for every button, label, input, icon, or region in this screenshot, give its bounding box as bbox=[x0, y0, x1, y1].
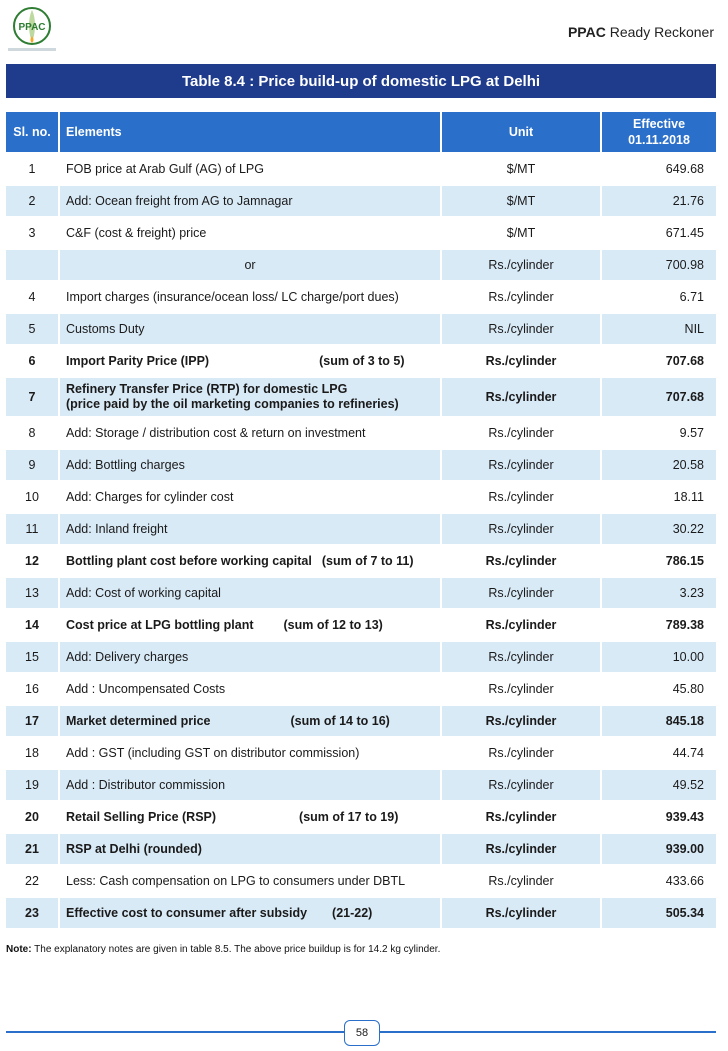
element-line-1: Refinery Transfer Price (RTP) for domestic LPG bbox=[66, 382, 348, 396]
cell-unit: Rs./cylinder bbox=[442, 578, 602, 608]
cell-effective-value: 30.22 bbox=[602, 514, 716, 544]
element-text: Add : Distributor commission bbox=[66, 778, 226, 792]
header-subtitle: Ready Reckoner bbox=[609, 24, 714, 40]
cell-unit: Rs./cylinder bbox=[442, 834, 602, 864]
cell-element bbox=[60, 186, 442, 216]
cell-sl-no: 23 bbox=[6, 898, 60, 928]
cell-sl-no: 17 bbox=[6, 706, 60, 736]
element-text: Add : GST (including GST on distributor commission) bbox=[66, 746, 360, 760]
cell-effective-value: 433.66 bbox=[602, 866, 716, 896]
cell-unit: Rs./cylinder bbox=[442, 514, 602, 544]
cell-sl-no: 7 bbox=[6, 378, 60, 416]
cell-sl-no: 8 bbox=[6, 418, 60, 448]
price-buildup-table bbox=[6, 110, 716, 930]
table-row bbox=[6, 186, 716, 216]
element-text: Retail Selling Price (RSP) bbox=[66, 810, 217, 824]
cell-unit: Rs./cylinder bbox=[442, 450, 602, 480]
table-row bbox=[6, 482, 716, 512]
cell-effective-value: 707.68 bbox=[602, 378, 716, 416]
element-text: Cost price at LPG bottling plant bbox=[66, 618, 254, 632]
cell-sl-no: 5 bbox=[6, 314, 60, 344]
table-row bbox=[6, 834, 716, 864]
cell-sl-no: 4 bbox=[6, 282, 60, 312]
cell-sl-no: 13 bbox=[6, 578, 60, 608]
cell-unit: Rs./cylinder bbox=[442, 610, 602, 640]
cell-unit: Rs./cylinder bbox=[442, 674, 602, 704]
table-title: Table 8.4 : Price build-up of domestic LPG at Delhi bbox=[6, 64, 716, 98]
cell-element bbox=[60, 546, 442, 576]
cell-sl-no: 19 bbox=[6, 770, 60, 800]
cell-unit: Rs./cylinder bbox=[442, 802, 602, 832]
cell-element bbox=[60, 154, 442, 184]
cell-unit: $/MT bbox=[442, 218, 602, 248]
element-text: Import Parity Price (IPP) bbox=[66, 354, 210, 368]
col-header-sl: Sl. no. bbox=[6, 112, 60, 152]
col-header-effective-line1: Effective bbox=[632, 117, 686, 131]
footnote-label: Note: bbox=[6, 944, 32, 955]
cell-element bbox=[60, 378, 442, 416]
cell-effective-value: 45.80 bbox=[602, 674, 716, 704]
cell-sl-no: 12 bbox=[6, 546, 60, 576]
price-buildup-table-container bbox=[6, 110, 716, 930]
table-row bbox=[6, 378, 716, 416]
cell-unit: Rs./cylinder bbox=[442, 282, 602, 312]
table-header-row bbox=[6, 112, 716, 152]
table-row bbox=[6, 802, 716, 832]
table-row bbox=[6, 770, 716, 800]
element-text: Add: Charges for cylinder cost bbox=[66, 490, 234, 504]
element-sum-note: (21-22) bbox=[332, 906, 373, 920]
cell-effective-value: 9.57 bbox=[602, 418, 716, 448]
cell-unit: Rs./cylinder bbox=[442, 546, 602, 576]
footnote-text: The explanatory notes are given in table 8.5. The above price buildup is for 14.2 kg cylinder. bbox=[34, 944, 441, 955]
cell-element bbox=[60, 610, 442, 640]
element-sum-note: (sum of 17 to 19) bbox=[299, 810, 399, 824]
table-row bbox=[6, 154, 716, 184]
element-sum-note: (sum of 7 to 11) bbox=[321, 554, 414, 568]
cell-sl-no: 15 bbox=[6, 642, 60, 672]
cell-unit: Rs./cylinder bbox=[442, 706, 602, 736]
cell-effective-value: 10.00 bbox=[602, 642, 716, 672]
element-text: Customs Duty bbox=[66, 322, 145, 336]
col-header-effective bbox=[602, 112, 716, 152]
cell-sl-no: 10 bbox=[6, 482, 60, 512]
cell-sl-no: 2 bbox=[6, 186, 60, 216]
cell-unit: Rs./cylinder bbox=[442, 898, 602, 928]
cell-element bbox=[60, 282, 442, 312]
cell-sl-no: 6 bbox=[6, 346, 60, 376]
element-text: Add: Bottling charges bbox=[66, 458, 185, 472]
col-header-effective-line2: 01.11.2018 bbox=[628, 133, 690, 147]
cell-element bbox=[60, 802, 442, 832]
table-row bbox=[6, 610, 716, 640]
cell-element bbox=[60, 834, 442, 864]
table-row bbox=[6, 898, 716, 928]
cell-effective-value: 649.68 bbox=[602, 154, 716, 184]
cell-element bbox=[60, 314, 442, 344]
element-text: RSP at Delhi (rounded) bbox=[66, 842, 202, 856]
cell-element bbox=[60, 866, 442, 896]
cell-effective-value: 3.23 bbox=[602, 578, 716, 608]
cell-unit: Rs./cylinder bbox=[442, 418, 602, 448]
table-row bbox=[6, 346, 716, 376]
table-row bbox=[6, 250, 716, 280]
cell-element bbox=[60, 418, 442, 448]
element-text: Add: Delivery charges bbox=[66, 650, 189, 664]
table-row bbox=[6, 314, 716, 344]
element-text: Add: Ocean freight from AG to Jamnagar bbox=[66, 194, 293, 208]
element-sum-note: (sum of 12 to 13) bbox=[283, 618, 383, 632]
cell-effective-value: 786.15 bbox=[602, 546, 716, 576]
element-text: Add: Cost of working capital bbox=[66, 586, 221, 600]
cell-effective-value: 939.00 bbox=[602, 834, 716, 864]
element-text: Bottling plant cost before working capital bbox=[66, 554, 312, 568]
cell-effective-value: 44.74 bbox=[602, 738, 716, 768]
table-row bbox=[6, 282, 716, 312]
cell-unit: Rs./cylinder bbox=[442, 314, 602, 344]
table-row bbox=[6, 218, 716, 248]
cell-effective-value: 49.52 bbox=[602, 770, 716, 800]
cell-element bbox=[60, 898, 442, 928]
cell-element bbox=[60, 738, 442, 768]
cell-effective-value: 20.58 bbox=[602, 450, 716, 480]
cell-sl-no: 3 bbox=[6, 218, 60, 248]
cell-element bbox=[60, 578, 442, 608]
cell-sl-no: 18 bbox=[6, 738, 60, 768]
table-row bbox=[6, 578, 716, 608]
table-row bbox=[6, 514, 716, 544]
cell-element bbox=[60, 218, 442, 248]
element-sum-note: (sum of 14 to 16) bbox=[290, 714, 390, 728]
cell-unit: Rs./cylinder bbox=[442, 866, 602, 896]
cell-sl-no: 20 bbox=[6, 802, 60, 832]
element-text: Market determined price bbox=[66, 714, 211, 728]
table-row bbox=[6, 418, 716, 448]
cell-unit: $/MT bbox=[442, 154, 602, 184]
cell-unit: Rs./cylinder bbox=[442, 482, 602, 512]
header-brand: PPAC bbox=[567, 24, 606, 40]
element-line-2: (price paid by the oil marketing companies to refineries) bbox=[66, 397, 399, 411]
page-number: 58 bbox=[344, 1020, 380, 1046]
cell-effective-value: 789.38 bbox=[602, 610, 716, 640]
element-text: Add: Storage / distribution cost & return on investment bbox=[66, 426, 366, 440]
cell-unit: Rs./cylinder bbox=[442, 642, 602, 672]
cell-sl-no: 14 bbox=[6, 610, 60, 640]
table-row bbox=[6, 546, 716, 576]
cell-effective-value: 671.45 bbox=[602, 218, 716, 248]
cell-unit: Rs./cylinder bbox=[442, 770, 602, 800]
element-text: C&F (cost & freight) price bbox=[66, 226, 207, 240]
table-body bbox=[6, 154, 716, 928]
element-text: Effective cost to consumer after subsidy bbox=[66, 906, 308, 920]
cell-element bbox=[60, 642, 442, 672]
table-row bbox=[6, 738, 716, 768]
element-text: Import charges (insurance/ocean loss/ LC charge/port dues) bbox=[66, 290, 399, 304]
cell-effective-value: 505.34 bbox=[602, 898, 716, 928]
cell-sl-no: 21 bbox=[6, 834, 60, 864]
footnote bbox=[6, 944, 440, 955]
cell-sl-no: 11 bbox=[6, 514, 60, 544]
cell-element bbox=[60, 482, 442, 512]
cell-unit: Rs./cylinder bbox=[442, 346, 602, 376]
cell-sl-no: 1 bbox=[6, 154, 60, 184]
cell-unit: Rs./cylinder bbox=[442, 738, 602, 768]
cell-effective-value: NIL bbox=[602, 314, 716, 344]
element-text: Add : Uncompensated Costs bbox=[66, 682, 226, 696]
cell-element bbox=[60, 514, 442, 544]
col-header-elements: Elements bbox=[60, 112, 442, 152]
cell-element bbox=[60, 706, 442, 736]
document-header bbox=[568, 24, 714, 40]
table-row bbox=[6, 866, 716, 896]
cell-element bbox=[60, 770, 442, 800]
element-sum-note: (sum of 3 to 5) bbox=[319, 354, 405, 368]
cell-unit: $/MT bbox=[442, 186, 602, 216]
cell-effective-value: 6.71 bbox=[602, 282, 716, 312]
cell-effective-value: 700.98 bbox=[602, 250, 716, 280]
cell-element bbox=[60, 674, 442, 704]
cell-effective-value: 18.11 bbox=[602, 482, 716, 512]
table-row bbox=[6, 450, 716, 480]
element-text: FOB price at Arab Gulf (AG) of LPG bbox=[66, 162, 264, 176]
cell-element bbox=[60, 346, 442, 376]
col-header-unit: Unit bbox=[442, 112, 602, 152]
cell-effective-value: 707.68 bbox=[602, 346, 716, 376]
element-text: Add: Inland freight bbox=[66, 522, 168, 536]
cell-unit: Rs./cylinder bbox=[442, 378, 602, 416]
element-text: or bbox=[244, 258, 256, 272]
table-row bbox=[6, 642, 716, 672]
element-text: Less: Cash compensation on LPG to consumers under DBTL bbox=[66, 874, 406, 888]
cell-sl-no: 16 bbox=[6, 674, 60, 704]
cell-effective-value: 939.43 bbox=[602, 802, 716, 832]
cell-effective-value: 21.76 bbox=[602, 186, 716, 216]
table-row bbox=[6, 674, 716, 704]
cell-unit: Rs./cylinder bbox=[442, 250, 602, 280]
cell-sl-no bbox=[6, 250, 60, 280]
cell-element bbox=[60, 250, 442, 280]
ppac-logo bbox=[6, 6, 58, 54]
cell-element bbox=[60, 450, 442, 480]
cell-sl-no: 9 bbox=[6, 450, 60, 480]
table-row bbox=[6, 706, 716, 736]
logo-text: PPAC bbox=[18, 22, 46, 33]
cell-sl-no: 22 bbox=[6, 866, 60, 896]
cell-effective-value: 845.18 bbox=[602, 706, 716, 736]
